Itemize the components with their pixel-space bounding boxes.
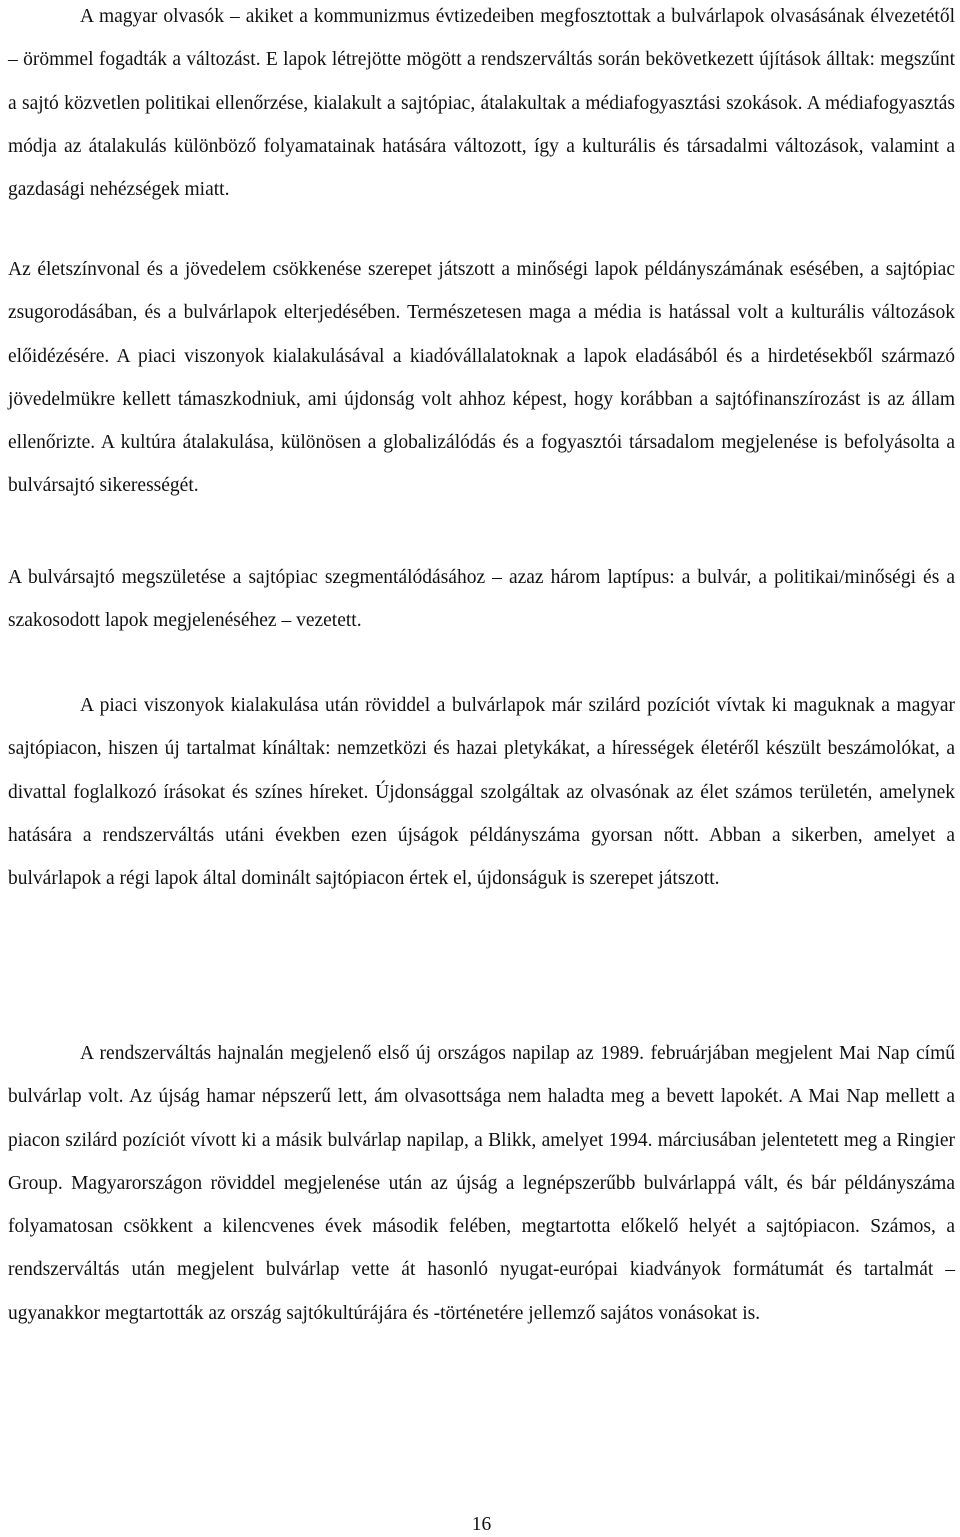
paragraph-3: A bulvársajtó megszületése a sajtópiac szegmentálódásához – azaz három laptípus: a bulvár, a politikai/minőségi és a szakosodott lapok megjelenéséhez – vezetett. <box>8 567 955 632</box>
document-page <box>8 0 955 1537</box>
page-number: 16 <box>471 1514 492 1535</box>
paragraph-2: Az életszínvonal és a jövedelem csökkenése szerepet játszott a minőségi lapok példányszámának esésében, a sajtópiac zsugorodásában, és a bulvárlapok elterjedésében. Természetesen maga a média is hatással volt a kulturális változások előidézésére. A piaci viszonyok kialakulásával a kiadóvállalatoknak a lapok eladásából és a hirdetésekből származó jövedelmükre kellett támaszkodniuk, ami újdonság volt ahhoz képest, hogy korábban a sajtófinanszírozást is az állam ellenőrizte. A kultúra átalakulása, különösen a globalizálódás és a fogyasztói társadalom megjelenése is befolyásolta a bulvársajtó sikerességét. <box>8 259 955 497</box>
paragraph-1: A magyar olvasók – akiket a kommunizmus évtizedeiben megfosztottak a bulvárlapok olvasásának élvezetétől – örömmel fogadták a változást. E lapok létrejötte mögött a rendszerváltás során bekövetkezett újítások álltak: megszűnt a sajtó közvetlen politikai ellenőrzése, kialakult a sajtópiac, átalakultak a médiafogyasztási szokások. A médiafogyasztás módja az átalakulás különböző folyamatainak hatására változott, így a kulturális és társadalmi változások, valamint a gazdasági nehézségek miatt. <box>8 6 955 201</box>
paragraph-4: A piaci viszonyok kialakulása után röviddel a bulvárlapok már szilárd pozíciót vívtak ki maguknak a magyar sajtópiacon, hiszen új tartalmat kínáltak: nemzetközi és hazai pletykákat, a hírességek életéről készült beszámolókat, a divattal foglalkozó írásokat és színes híreket. Újdonsággal szolgáltak az olvasónak az élet számos területén, amelynek hatására a rendszerváltás utáni években ezen újságok példányszáma gyorsan nőtt. Abban a sikerben, amelyet a bulvárlapok a régi lapok által dominált sajtópiacon értek el, újdonságuk is szerepet játszott. <box>8 695 955 890</box>
paragraph-5: A rendszerváltás hajnalán megjelenő első új országos napilap az 1989. februárjában megjelent Mai Nap című bulvárlap volt. Az újság hamar népszerű lett, ám olvasottsága nem haladta meg a bevett lapokét. A Mai Nap mellett a piacon szilárd pozíciót vívott ki a másik bulvárlap napilap, a Blikk, amelyet 1994. márciusában jelentetett meg a Ringier Group. Magyarországon röviddel megjelenése után az újság a legnépszerűbb bulvárlappá vált, és bár példányszáma folyamatosan csökkent a kilencvenes évek második felében, megtartotta előkelő helyét a sajtópiacon. Számos, a rendszerváltás után megjelent bulvárlap vette át hasonló nyugat-európai kiadványok formátumát és tartalmát – ugyanakkor megtartották az ország sajtókultúrájára és -történetére jellemző sajátos vonásokat is. <box>8 1043 955 1324</box>
